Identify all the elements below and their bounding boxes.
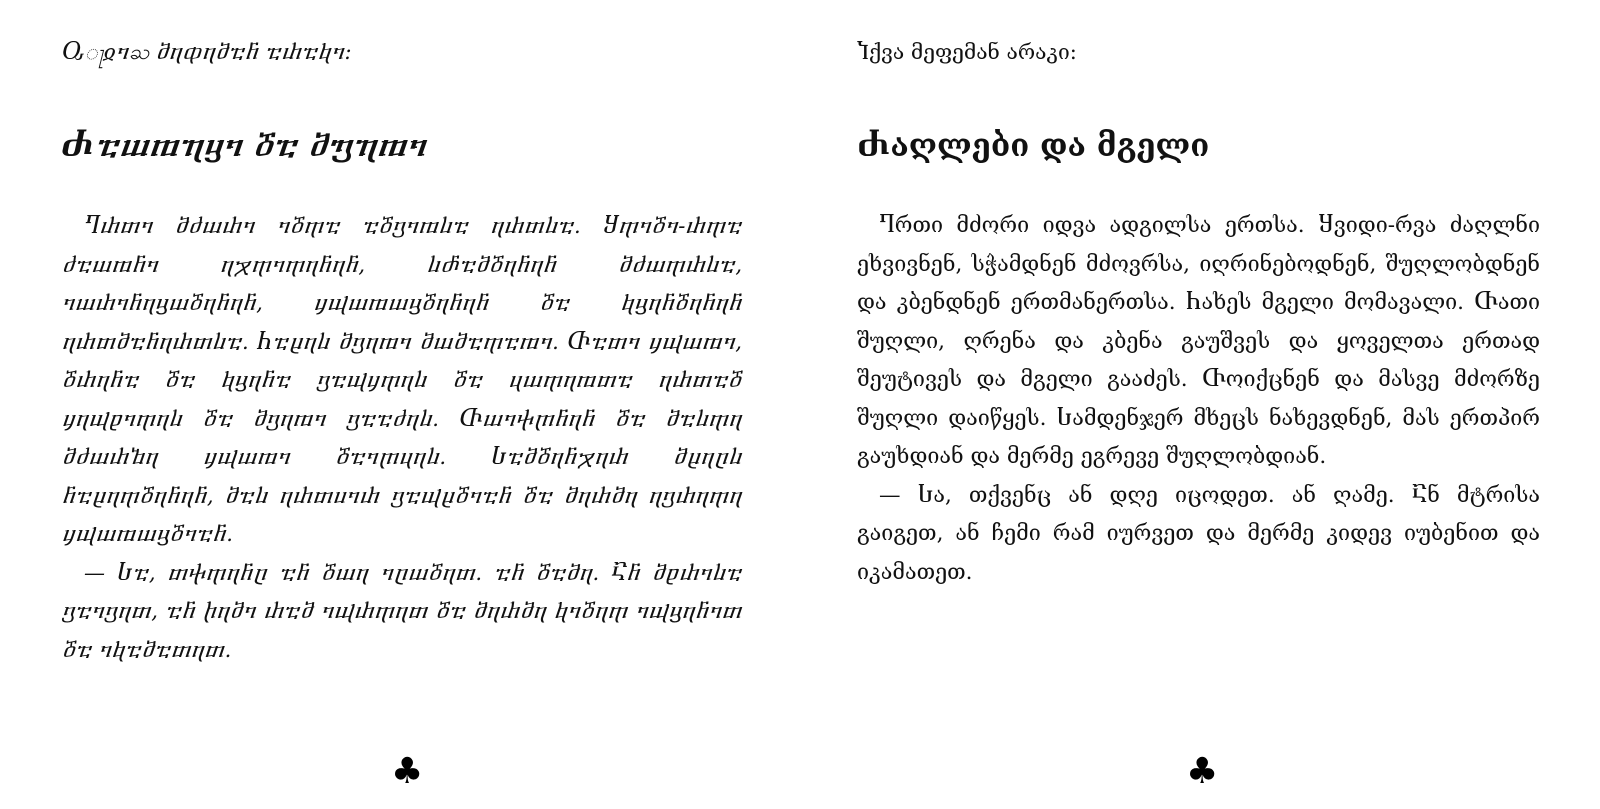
right-paragraph-2: — Ⴑა, თქვენც ან დღე იცოდეთ. ან ღამე. Ⴀნ მტრისა გაიგეთ, ან ჩემი რამ იურვეთ და მერმე კიდევ იუბენით და იკამათეთ.: [857, 482, 1540, 585]
right-page-title: Ⴛაღლები და მგელი: [857, 128, 1210, 164]
right-paragraph-1: Ⴄრთი მძორი იდვა ადგილსა ერთსა. Ⴘვიდი-რვა ძაღლნი ეხვივნენ, სჭამდნენ მძოვრსა, იღრინებოდნენ, შუღლობდნენ და კბენდნენ ერთმანერთსა. Ⴙახეს მგელი მომავალი. Ⴇათი შუღლი, ღრენა და კბენა გაუშვეს და ყოველთა ერთად შეუტივეს და მგელი გააძეს. Ⴇოიქცნენ და მასვე მძორზე შუღლი დაიწყეს. Ⴑამდენჯერ მხეცს ნახევდნენ, მას ერთპირ გაუხდიან და მერმე ეგრევე შუღლობდიან.: [857, 213, 1540, 469]
left-page: [62, 0, 742, 809]
left-paragraph-2: — Ⴑⴀ, ⴇⴕⴅⴄⴌⴚ ⴀⴌ ⴃⴍⴄ ⴈⴚⴍⴃⴄⴇ. ⴀⴌ ⴃⴀⴋⴄ. Ⴀⴌ ⴋⴒⴐⴈⴑⴀ ⴂⴀⴈⴂⴄⴇ, ⴀⴌ ⴙⴄⴋⴈ ⴐⴀⴋ ⴈⴓⴐⴅⴄⴇ ⴃⴀ ⴋⴄⴐⴋⴄ ⴉⴈⴃⴄⴅ ⴈⴓⴁⴄⴌⴈⴇ ⴃⴀ ⴈⴉⴀⴋⴀⴇⴄⴇ.: [62, 560, 742, 662]
left-page-header: Ⴍႃჲⴈႀ ⴋⴄⴔⴄⴋⴀⴌ ⴀⴐⴀⴉⴈ:: [62, 40, 352, 64]
right-page-header: Ⴈქვა მეფემან არაკი:: [857, 40, 1077, 64]
left-page-title: Ⴛⴀⴍⴊⴄⴁⴈ ⴃⴀ ⴋⴂⴄⴊⴈ: [62, 128, 427, 164]
right-page: [857, 0, 1540, 809]
right-page-body: [857, 207, 1540, 592]
left-paragraph-1: Ⴄⴐⴇⴈ ⴋⴛⴍⴐⴈ ⴈⴃⴅⴀ ⴀⴃⴂⴈⴊⴑⴀ ⴄⴐⴇⴑⴀ. Ⴘⴅⴈⴃⴈ-ⴐⴅⴀ ⴛⴀⴍⴊⴌⴈ ⴄⴟⴅⴈⴅⴄⴌⴄⴌ, ⴑⴥⴀⴋⴃⴄⴌⴄⴌ ⴋⴛⴍⴅⴐⴑⴀ, ⴈⴍⴐⴈⴌⴄⴁⴍⴃⴄⴌⴄⴌ, ⴘⴓⴍⴊⴍⴁⴃⴄⴌⴄⴌ ⴃⴀ ⴉⴁⴄⴌⴃⴄⴌⴄⴌ ⴄⴐⴇⴋⴀⴌⴄⴐⴇⴑⴀ. Ⴙⴀⴞⴄⴑ ⴋⴂⴄⴊⴈ ⴋⴍⴋⴀⴅⴀⴊⴈ. Ⴇⴀⴇⴈ ⴘⴓⴍⴊⴈ, ⴃⴐⴄⴌⴀ ⴃⴀ ⴉⴁⴄⴌⴀ ⴂⴀⴓⴘⴅⴄⴑ ⴃⴀ ⴗⴍⴅⴄⴊⴇⴀ ⴄⴐⴇⴀⴃ ⴘⴄⴓⴒⴈⴅⴄⴑ ⴃⴀ ⴋⴂⴄⴊⴈ ⴂⴀⴀⴛⴄⴑ. Ⴇⴍⴈⴕⴜⴌⴄⴌ ⴃⴀ ⴋⴀⴑⴅⴄ ⴋⴛⴍⴐⴆⴄ ⴘⴓⴍⴊⴈ ⴃⴀⴈⴜⴗⴄⴑ. Ⴑⴀⴋⴃⴄⴌⴟⴄⴐ ⴋⴞⴄⴚⴑ ⴌⴀⴞⴄⴅⴃⴄⴌⴄⴌ, ⴋⴀⴑ ⴄⴐⴇⴎⴈⴐ ⴂⴀⴓⴞⴃⴈⴀⴌ ⴃⴀ ⴋⴄⴐⴋⴄ ⴄⴂⴐⴄⴅⴄ ⴘⴓⴍⴊⴍⴁⴃⴈⴀⴌ.: [62, 214, 742, 546]
club-ornament-icon: ♣: [391, 751, 424, 792]
left-page-body: [62, 207, 742, 669]
club-ornament-icon: ♣: [1186, 751, 1219, 792]
